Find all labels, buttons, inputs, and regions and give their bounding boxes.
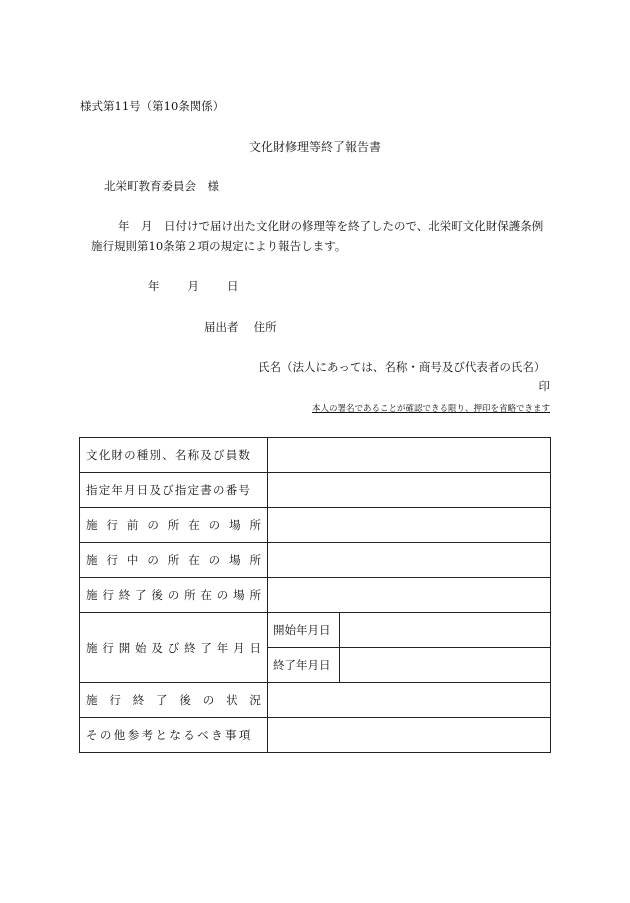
label-char: 行 <box>106 553 118 567</box>
label-char: 所 <box>167 518 180 532</box>
table-row <box>80 508 551 543</box>
label-char: 施 <box>86 588 98 602</box>
label-char: 日 <box>249 640 261 655</box>
input-location-before[interactable] <box>268 508 551 543</box>
notifier-address-label: 届出者 住所 <box>204 320 277 334</box>
label-char: 況 <box>249 693 261 707</box>
label-char: 施 <box>86 553 98 567</box>
row-label-location-during <box>80 543 268 578</box>
label-char: 了 <box>156 693 168 707</box>
input-start-date[interactable] <box>340 613 551 648</box>
label-char: 所 <box>249 518 261 532</box>
label-char: 終 <box>118 588 131 602</box>
label-char: び <box>167 640 180 655</box>
label-char: 行 <box>102 640 114 655</box>
input-other[interactable] <box>268 718 551 753</box>
form-number: 様式第11号（第10条関係） <box>80 99 225 113</box>
label-char: 施 <box>86 518 98 532</box>
label-char: 後 <box>179 693 191 707</box>
body-text-line-1: 年 月 日付けで届け出た文化財の修理等を終了したので、北栄町文化財保護条例 <box>118 219 544 233</box>
label-char: 在 <box>188 553 200 567</box>
row-label-designation <box>80 473 268 508</box>
label-char: 所 <box>249 553 261 567</box>
report-date <box>148 278 239 294</box>
label-char: 及 <box>151 640 163 655</box>
label-char: 了 <box>200 640 212 655</box>
report-table <box>79 437 551 753</box>
label-text <box>86 640 267 656</box>
label-char: 前 <box>126 518 139 532</box>
table-row <box>80 718 551 753</box>
document-title: 文化財修理等終了報告書 <box>248 140 381 154</box>
row-label-period <box>80 613 268 683</box>
label-text: その他参考となるべき事項 <box>86 728 253 742</box>
input-designation[interactable] <box>268 473 551 508</box>
label-char: の <box>208 553 221 567</box>
row-label-status-after <box>80 683 268 718</box>
table-row <box>80 543 551 578</box>
table-row <box>80 438 551 473</box>
input-type-name-count[interactable] <box>268 438 551 473</box>
label-text: 指定年月日及び指定書の番号 <box>86 483 252 497</box>
label-text: 文化財の種別、名称及び員数 <box>86 448 252 462</box>
table-row <box>80 578 551 613</box>
label-char: 在 <box>188 518 200 532</box>
label-char: 中 <box>126 553 139 567</box>
label-char: 行 <box>106 518 118 532</box>
label-char: 後 <box>151 588 163 602</box>
input-status-after[interactable] <box>268 683 551 718</box>
label-char: 了 <box>135 588 147 602</box>
label-char: 年 <box>216 640 229 655</box>
label-char: の <box>147 553 159 567</box>
label-char: の <box>147 518 159 532</box>
label-char: 施 <box>86 693 98 707</box>
input-location-during[interactable] <box>268 543 551 578</box>
addressee: 北栄町教育委員会 様 <box>104 179 219 193</box>
label-text <box>86 552 267 568</box>
input-location-after[interactable] <box>268 578 551 613</box>
end-date-label: 終了年月日 <box>268 648 340 683</box>
label-char: 在 <box>200 588 212 602</box>
body-text-line-2: 施行規則第10条第２項の規定により報告します。 <box>91 239 347 253</box>
input-end-date[interactable] <box>340 648 551 683</box>
label-char: 終 <box>132 693 145 707</box>
label-char: の <box>202 693 215 707</box>
label-text <box>86 517 267 533</box>
notifier-name-label: 氏名（法人にあっては、名称・商号及び代表者の氏名） <box>258 360 546 374</box>
table-row <box>80 683 551 718</box>
label-char: 開 <box>118 640 131 655</box>
label-text <box>86 692 267 708</box>
seal-mark: 印 <box>538 379 550 393</box>
row-label-type-name-count <box>80 438 268 473</box>
label-char: の <box>167 588 180 602</box>
label-char: 始 <box>135 640 147 655</box>
label-char: 行 <box>109 693 121 707</box>
label-char: 状 <box>226 693 238 707</box>
label-char: の <box>208 518 221 532</box>
label-char: 施 <box>86 640 98 655</box>
row-label-other <box>80 718 268 753</box>
table-row <box>80 613 551 648</box>
label-text <box>86 587 267 603</box>
seal-omission-note: 本人の署名であることが確認できる限り、押印を省略できます <box>311 404 550 414</box>
label-char: 所 <box>184 588 196 602</box>
label-char: 所 <box>249 588 261 602</box>
date-day: 日 <box>227 279 239 293</box>
row-label-location-before <box>80 508 268 543</box>
table-row <box>80 473 551 508</box>
label-char: の <box>216 588 229 602</box>
label-char: 所 <box>167 553 180 567</box>
label-char: 行 <box>102 588 114 602</box>
date-year: 年 <box>148 279 160 293</box>
row-label-location-after <box>80 578 268 613</box>
label-char: 場 <box>229 518 241 532</box>
label-char: 終 <box>184 640 196 655</box>
label-char: 月 <box>233 640 245 655</box>
start-date-label: 開始年月日 <box>268 613 340 648</box>
label-char: 場 <box>233 588 245 602</box>
label-char: 場 <box>229 553 241 567</box>
date-month: 月 <box>187 279 199 293</box>
